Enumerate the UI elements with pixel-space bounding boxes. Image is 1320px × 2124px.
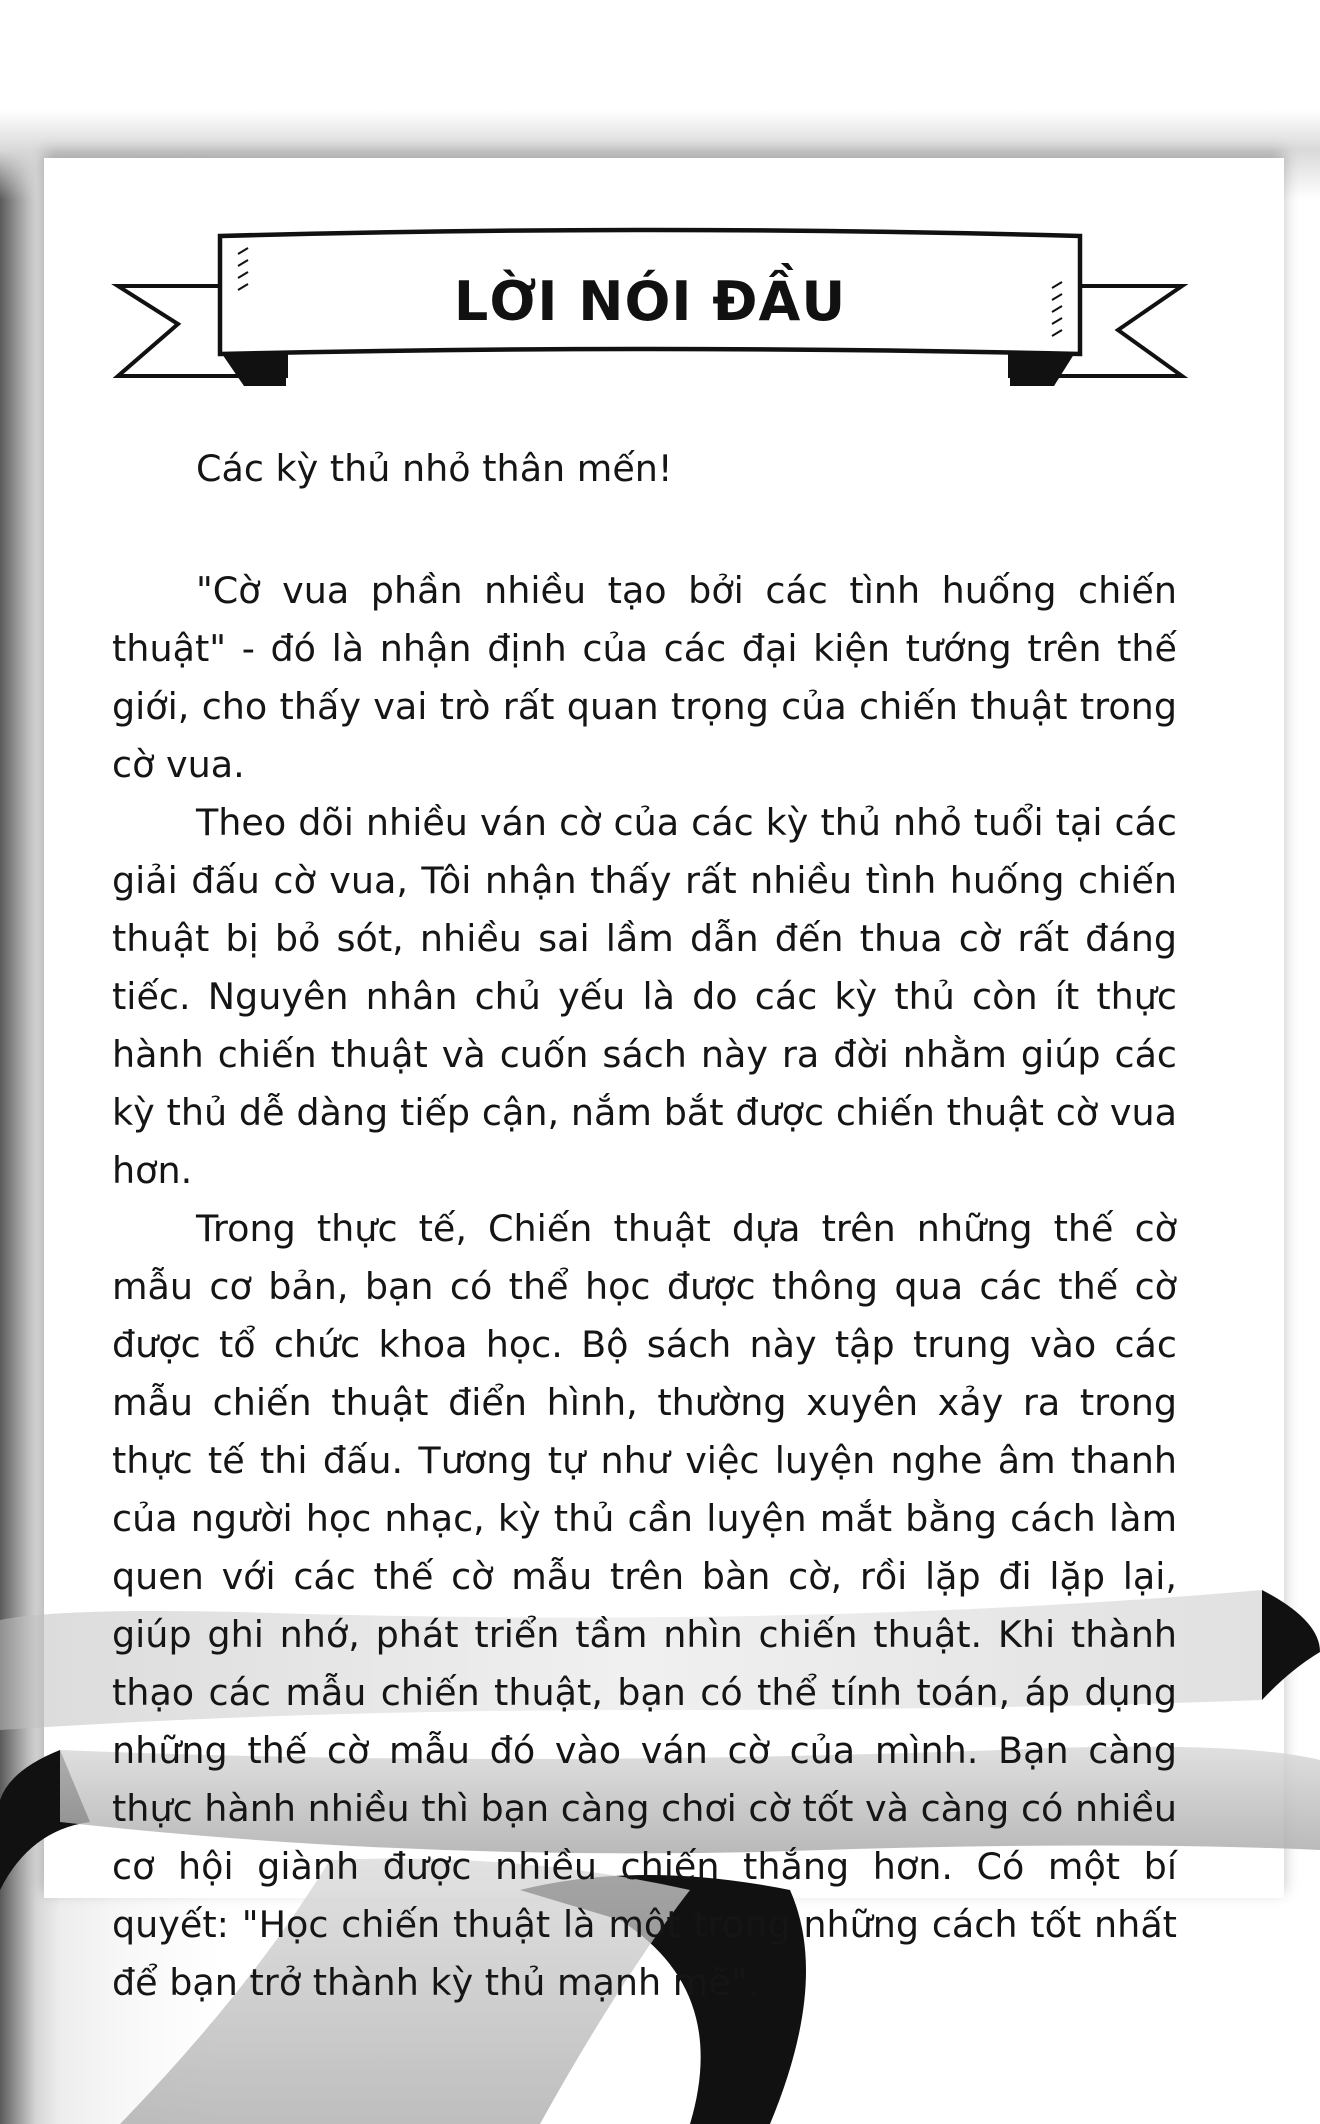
- paragraph-3: Trong thực tế, Chiến thuật dựa trên những thế cờ mẫu cơ bản, bạn có thể học được thông qua các thế cờ được tổ chức khoa học. Bộ sách này tập trung vào các mẫu chiến thuật điển hình, thường xuyên xảy ra trong thực tế thi đấu. Tương tự như việc luyện nghe âm thanh của người học nhạc, kỳ thủ cần luyện mắt bằng cách làm quen với các thế cờ mẫu trên bàn cờ, rồi lặp đi lặp lại, giúp ghi nhớ, phát triển tầm nhìn chiến thuật. Khi thành thạo các mẫu chiến thuật, bạn có thể tính toán, áp dụng những thế cờ mẫu đó vào ván cờ của mình. Bạn càng thực hành nhiều thì bạn càng chơi cờ tốt và càng có nhiều cơ hội giành được nhiều chiến thắng hơn. Có một bí quyết: "Học chiến thuật là một trong những cách tốt nhất để bạn trở thành kỳ thủ mạnh mẽ".: [112, 1207, 1177, 2004]
- paragraph-1: "Cờ vua phần nhiều tạo bởi các tình huống chiến thuật" - đó là nhận định của các đại kiện tướng trên thế giới, cho thấy vai trò rất quan trọng của chiến thuật trong cờ vua.: [112, 569, 1177, 786]
- paragraph-2: Theo dõi nhiều ván cờ của các kỳ thủ nhỏ tuổi tại các giải đấu cờ vua, Tôi nhận thấy rất nhiều tình huống chiến thuật bị bỏ sót, nhiều sai lầm dẫn đến thua cờ rất đáng tiếc. Nguyên nhân chủ yếu là do các kỳ thủ còn ít thực hành chiến thuật và cuốn sách này ra đời nhằm giúp các kỳ thủ dễ dàng tiếp cận, nắm bắt được chiến thuật cờ vua hơn.: [112, 801, 1177, 1192]
- greeting-line: Các kỳ thủ nhỏ thân mến!: [196, 447, 673, 490]
- page-title: LỜI NÓI ĐẦU: [453, 270, 847, 333]
- title-banner: [110, 226, 1190, 396]
- foreword-content: [112, 440, 1177, 2012]
